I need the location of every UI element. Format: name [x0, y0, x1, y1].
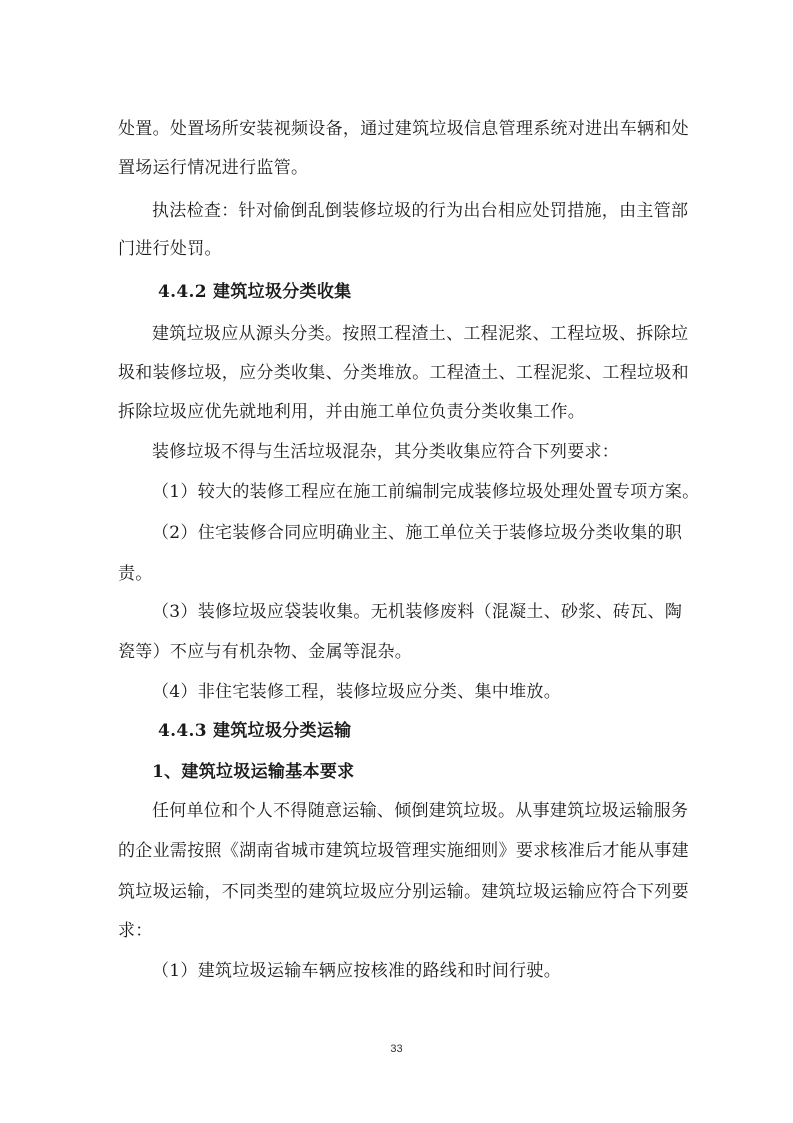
- body-text-line: 瓷等）不应与有机杂物、金属等混杂。: [118, 642, 413, 662]
- section-heading-4-4-2: 4.4.2 建筑垃圾分类收集: [158, 282, 352, 302]
- body-text-line: 求：: [118, 921, 153, 941]
- body-text-line: 门进行处罚。: [118, 239, 222, 259]
- body-text-line: 筑垃圾运输，不同类型的建筑垃圾应分别运输。建筑垃圾运输应符合下列要: [118, 882, 689, 902]
- body-text-line: 建筑垃圾应从源头分类。按照工程渣土、工程泥浆、工程垃圾、拆除垃: [152, 324, 689, 344]
- list-item-3: （3）装修垃圾应袋装收集。无机装修废料（混凝土、砂浆、砖瓦、陶: [152, 602, 683, 622]
- subheading-transport-requirements: 1、建筑垃圾运输基本要求: [152, 762, 355, 782]
- body-text-line: 责。: [118, 564, 153, 584]
- body-text-line: 置场运行情况进行监管。: [118, 158, 309, 178]
- list-item-2: （2）住宅装修合同应明确业主、施工单位关于装修垃圾分类收集的职: [152, 523, 683, 543]
- body-text-line: 拆除垃圾应优先就地利用，并由施工单位负责分类收集工作。: [118, 402, 586, 422]
- body-text-line: 任何单位和个人不得随意运输、倾倒建筑垃圾。从事建筑垃圾运输服务: [152, 801, 689, 821]
- body-text-line: 执法检查：针对偷倒乱倒装修垃圾的行为出台相应处罚措施，由主管部: [152, 201, 689, 221]
- body-text-line: 装修垃圾不得与生活垃圾混杂，其分类收集应符合下列要求：: [152, 442, 620, 462]
- body-text-line: 处置。处置场所安装视频设备，通过建筑垃圾信息管理系统对进出车辆和处: [118, 119, 689, 139]
- list-item-1: （1）较大的装修工程应在施工前编制完成装修垃圾处理处置专项方案。: [152, 482, 700, 502]
- body-text-line: 的企业需按照《湖南省城市建筑垃圾管理实施细则》要求核准后才能从事建: [118, 841, 689, 861]
- section-heading-4-4-3: 4.4.3 建筑垃圾分类运输: [158, 721, 352, 741]
- body-text-line: 圾和装修垃圾，应分类收集、分类堆放。工程渣土、工程泥浆、工程垃圾和: [118, 363, 689, 383]
- list-item-transport-1: （1）建筑垃圾运输车辆应按核准的路线和时间行驶。: [152, 961, 562, 981]
- list-item-4: （4）非住宅装修工程，装修垃圾应分类、集中堆放。: [152, 682, 562, 702]
- page-number: 33: [390, 1043, 403, 1055]
